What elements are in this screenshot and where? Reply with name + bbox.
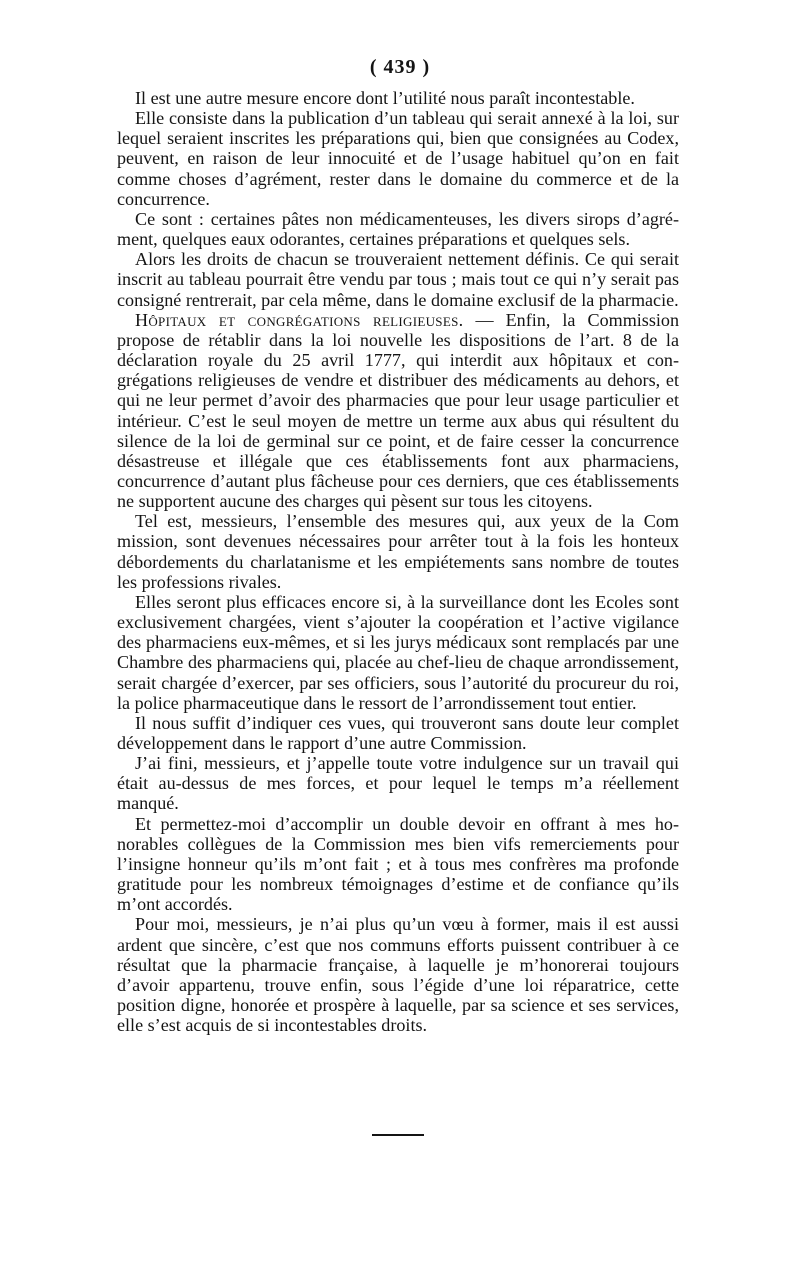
paragraph-text: Il nous suffit d’indiquer ces vues, qui trouveront sans doute leur complet développement dans le rapport d’une autre Commission. [117,712,679,753]
paragraph-5 [117,310,679,512]
paragraph-1 [117,88,679,108]
paragraph-11 [117,914,679,1035]
paragraph-6 [117,511,679,592]
paragraph-10 [117,814,679,915]
paragraph-4 [117,249,679,309]
paragraph-text: J’ai fini, messieurs, et j’appelle toute votre indulgence sur un travail qui était au-dessus de mes forces, et pour lequel le temps m’a réellement manqué. [117,753,679,814]
paragraph-text: — Enfin, la Commission propose de rétablir dans la loi nouvelle les dispositions de l’art. 8 de la déclaration royale du 25 avril 1777, qui interdit aux hôpitaux et congrégations religieuses de vendre et distribuer des médicaments au dehors, et qui ne leur permet d’avoir des pharmacies que pour leur usage particulier et intérieur. C’est le seul moyen de mettre un terme aux abus qui résultent du silence de la loi de germinal sur ce point, et de faire cesser la concurrence désastreuse et illégale que ces établissements font aux pharmaciens, concurrence d’autant plus fâcheuse pour ces derniers, que ces établissements ne supportent aucune des charges qui pèsent sur tous les citoyens. [117,309,680,512]
paragraph-text: Tel est, messieurs, l’ensemble des mesures qui, aux yeux de la Com mission, sont devenues nécessaires pour arrêter tout à la fois les honteux débordements du charlatanisme et les empiétements sans nombre de toutes les professions rivales. [117,511,679,592]
body-text [117,88,679,1035]
paragraph-text: Alors les droits de chacun se trouveraient nettement définis. Ce qui serait inscrit au tableau pourrait être vendu par tous ; mais tout ce qui n’y serait pas consigné rentrerait, par cela même, dans le domaine exclusif de la pharmacie. [117,249,679,310]
section-heading: Hôpitaux et congrégations religieuses. [135,309,464,330]
paragraph-9 [117,753,679,813]
paragraph-text: Et permettez-moi d’accomplir un double devoir en offrant à mes honorables collègues de la Commission mes bien vifs remerciements pour l’insigne honneur qu’ils m’ont fait ; et à tous mes confrères ma profonde gratitude pour les nombreux témoignages d’estime et de confiance qu’ils m’ont accordés. [117,813,679,915]
paragraph-3 [117,209,679,249]
closing-rule [372,1134,424,1136]
paragraph-7 [117,592,679,713]
paragraph-text: Pour moi, messieurs, je n’ai plus qu’un vœu à former, mais il est aussi ardent que sincère, c’est que nos communs efforts puissent contribuer à ce résultat que la pharmacie française, à laquelle je m’honorerai toujours d’avoir appartenu, trouve enfin, sous l’égide d’une loi réparatrice, cette position digne, honorée et prospère à laquelle, par sa science et ses services, elle s’est acquis de si incontestables droits. [117,914,679,1036]
paragraph-8 [117,713,679,753]
paragraph-text: Ce sont : certaines pâtes non médicamenteuses, les divers sirops d’agrément, quelques eaux odorantes, certaines préparations et quelques sels. [117,208,679,250]
page-number: ( 439 ) [369,56,431,78]
paragraph-text: Il est une autre mesure encore dont l’utilité nous paraît incontestable. [135,88,635,108]
paragraph-text: Elle consiste dans la publication d’un tableau qui serait annexé à la loi, sur lequel seraient inscrites les préparations qui, bien que consignées au Codex, peuvent, en raison de leur innocuité et de l’usage habituel qu’on en fait comme choses d’agrément, rester dans le domaine du commerce et de la concurrence. [117,108,679,209]
paragraph-text: Elles seront plus efficaces encore si, à la surveillance dont les Ecoles sont exclusivement chargées, vient s’ajouter la coopération et l’active vigilance des pharmaciens eux-mêmes, et si les jurys médicaux sont remplacés par une Chambre des pharmaciens qui, placée au chef-lieu de chaque arrondissement, serait chargée d’exercer, par ses officiers, sous l’autorité du procureur du roi, la police pharmaceutique dans le ressort de l’arrondissement tout entier. [117,591,679,713]
paragraph-2 [117,108,679,209]
